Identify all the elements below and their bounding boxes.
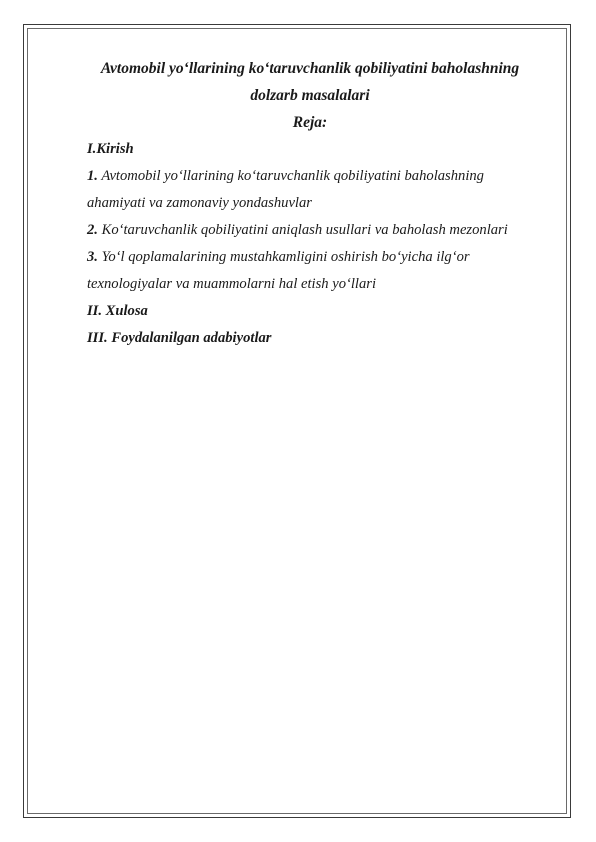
plan-item-3-line-1 (87, 248, 470, 266)
plan-heading: Reja: (292, 114, 328, 131)
plan-item-3-line-2: texnologiyalar va muammolarni hal etish yo‘llari (87, 276, 377, 292)
references-heading: III. Foydalanilgan adabiyotlar (87, 330, 272, 346)
plan-item-2-number: 2. (87, 222, 98, 238)
plan-item-2-text: Ko‘taruvchanlik qobiliyatini aniqlash usullari va baholash mezonlari (97, 222, 508, 238)
document-title-line-2: dolzarb masalalari (250, 87, 370, 104)
document-title-line-1: Avtomobil yo‘llarining ko‘taruvchanlik qobiliyatini baholashning (100, 60, 520, 77)
conclusion-heading: II. Xulosa (87, 303, 148, 319)
plan-item-3-number: 3. (87, 249, 98, 265)
plan-item-1-number: 1. (87, 168, 98, 184)
plan-item-2-line-1 (87, 221, 508, 239)
plan-item-1-text: Avtomobil yo‘llarining ko‘taruvchanlik qobiliyatini baholashning (97, 168, 484, 184)
intro-heading: I.Kirish (87, 141, 134, 157)
plan-item-3-text: Yo‘l qoplamalarining mustahkamligini oshirish bo‘yicha ilg‘or (97, 249, 470, 265)
plan-item-1-line-2: ahamiyati va zamonaviy yondashuvlar (87, 195, 312, 211)
plan-item-1-line-1 (87, 167, 484, 185)
